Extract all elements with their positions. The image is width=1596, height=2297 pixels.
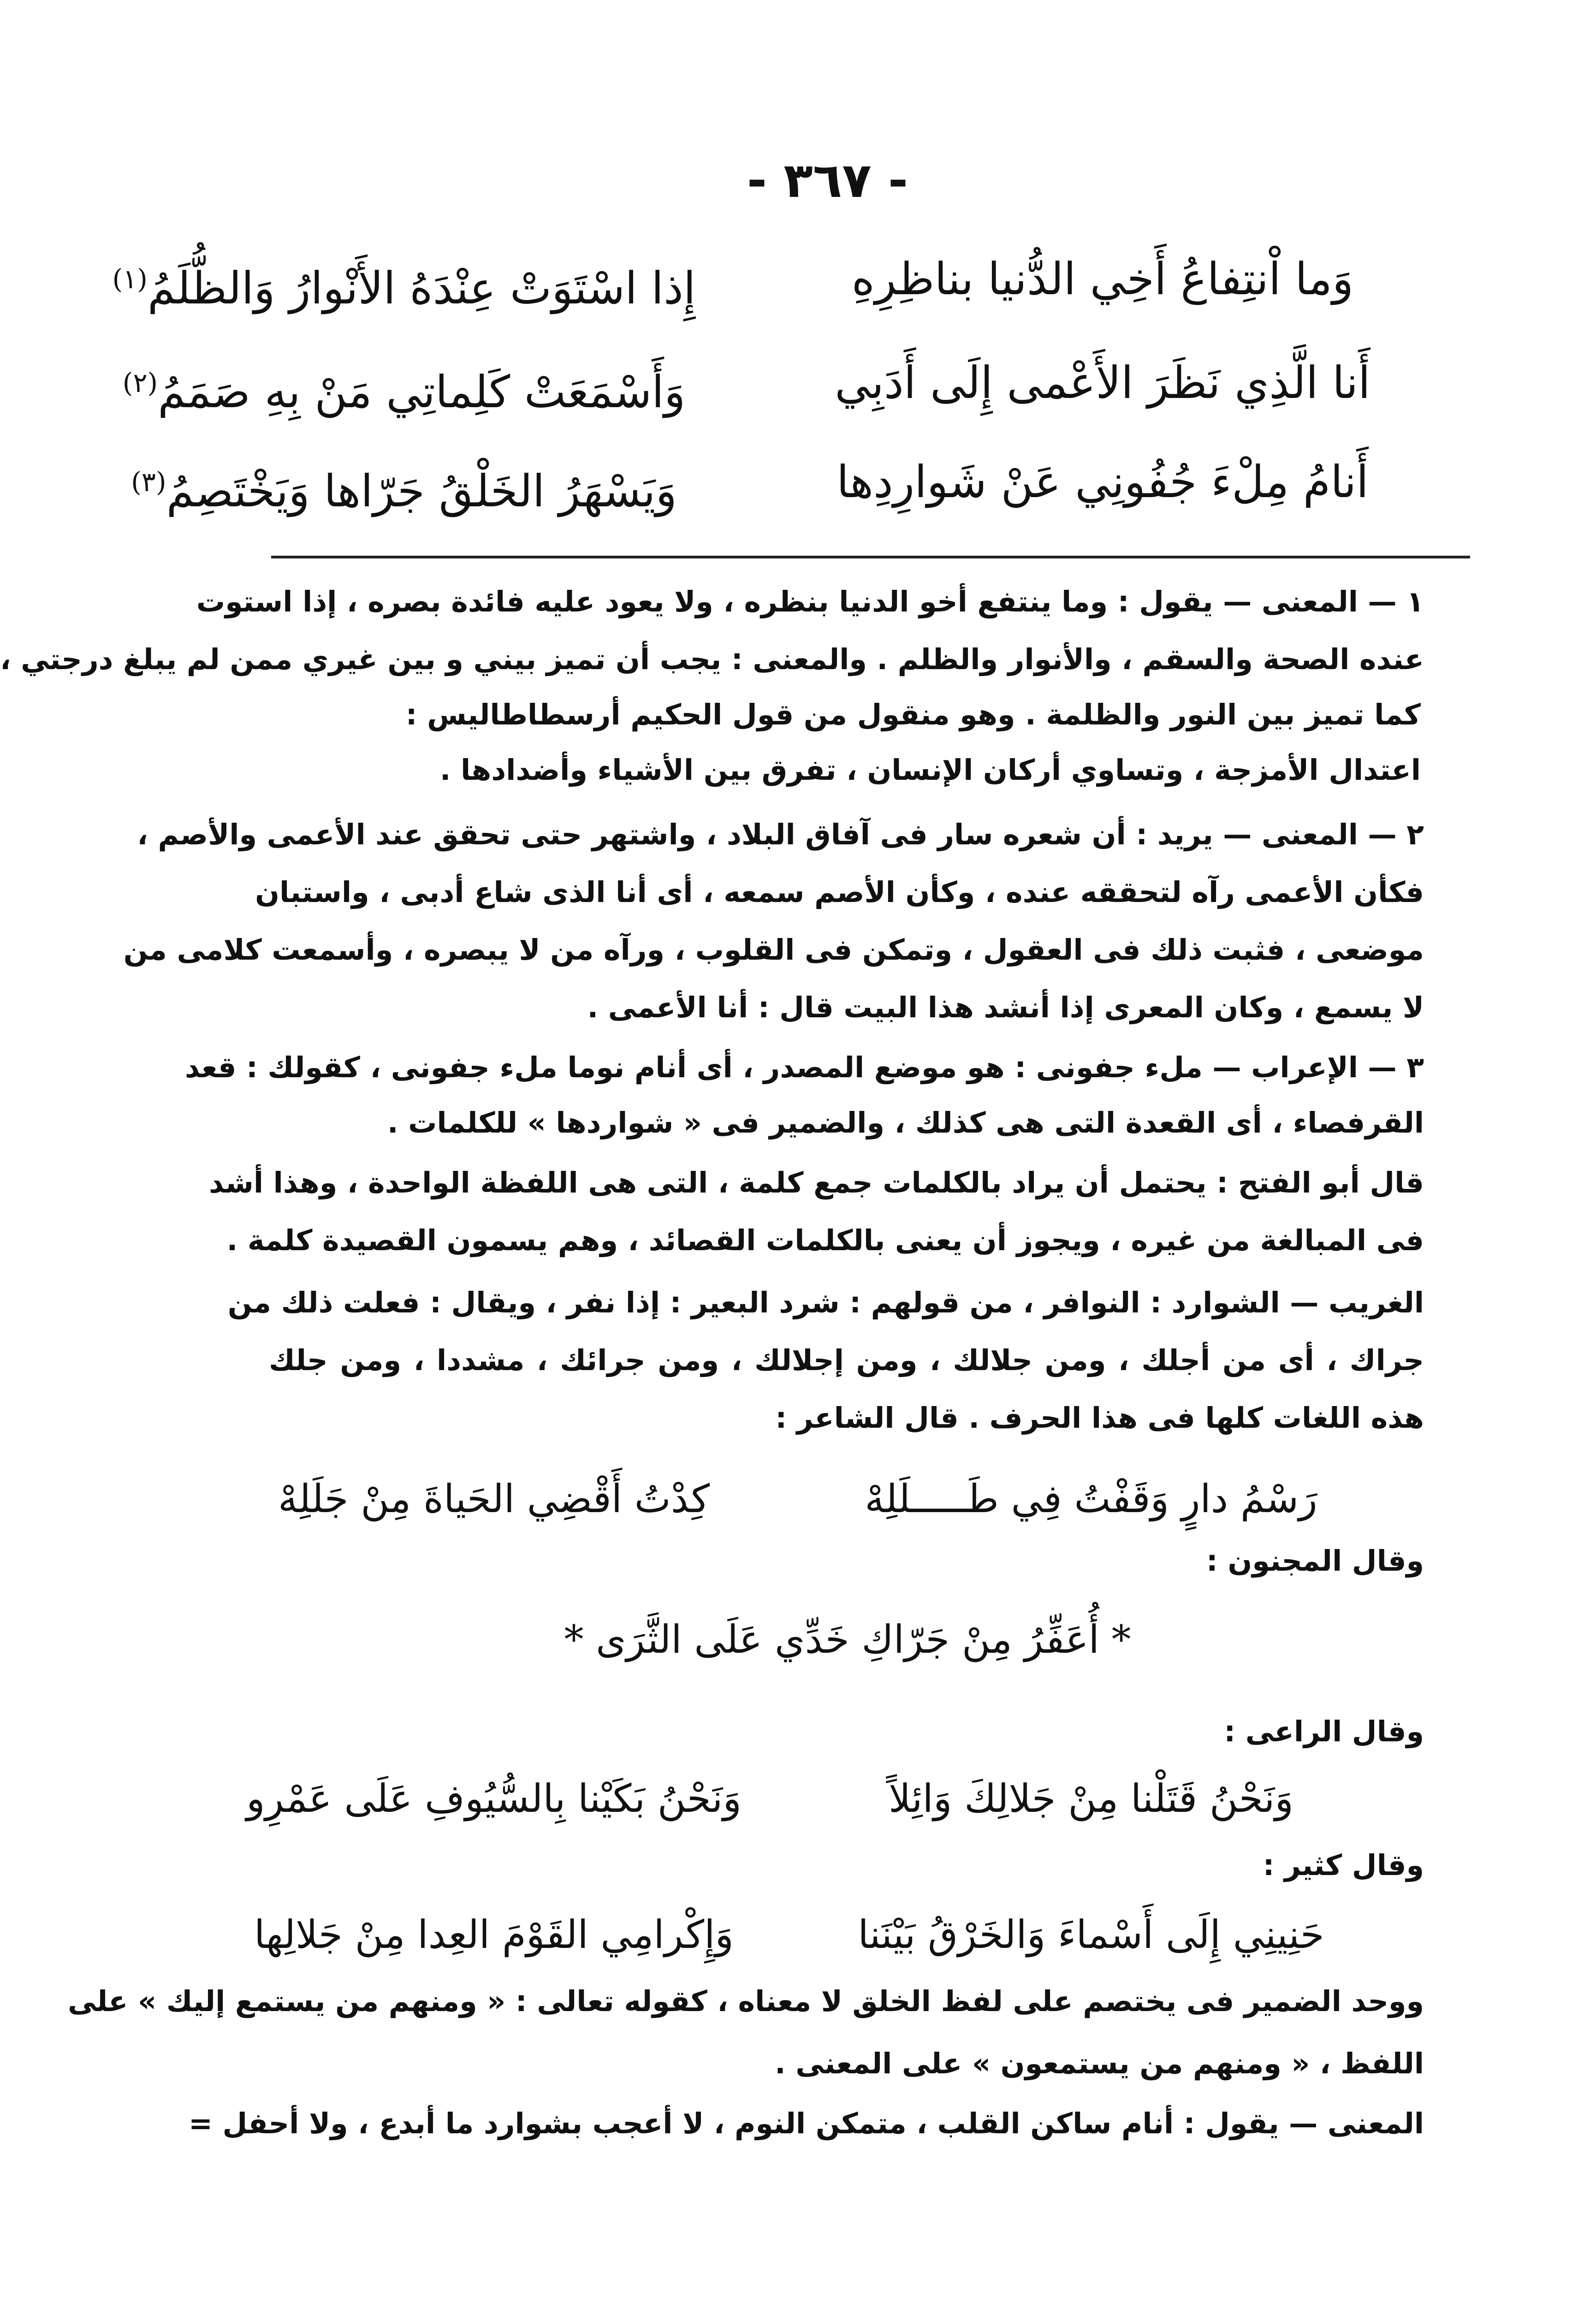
quoted-verse-kuthayyir-second: وَإِكْرامِي القَوْمَ العِدا مِنْ جَلالِها	[254, 1912, 734, 1957]
commentary-line: كما تميز بين النور والظلمة . وهو منقول من قول الحكيم أرسطاطاليس :	[405, 698, 1421, 731]
quoted-verse-poet-first: رَسْمُ دارٍ وَقَفْتُ فِي طَـــــلَلِهْ	[865, 1476, 1317, 1521]
commentary-line: الغريب — الشوارد : النوافر ، من قولهم : شرد البعير : إذا نفر ، ويقال : فعلت ذلك من	[227, 1286, 1424, 1319]
closing-line: المعنى — يقول : أنام ساكن القلب ، متمكن النوم ، لا أعجب بشوارد ما أبدع ، ولا أحفل =	[189, 2107, 1424, 2140]
verse-2-first-hemistich: أَنا الَّذِي نَظَرَ الأَعْمى إِلَى أَدَبِي	[835, 357, 1371, 409]
commentary-line: قال أبو الفتح : يحتمل أن يراد بالكلمات جمع كلمة ، التى هى اللفظة الواحدة ، وهذا أشد	[209, 1166, 1424, 1199]
footnote-marker-2: (٢)	[122, 367, 158, 398]
commentary-line: ٢ — المعنى — يريد : أن شعره سار فى آفاق البلاد ، واشتهر حتى تحقق عند الأعمى والأصم ،	[137, 818, 1424, 851]
commentary-line: جراك ، أى من أجلك ، ومن جلالك ، ومن إجلالك ، ومن جرائك ، مشددا ، ومن جلك	[269, 1343, 1424, 1377]
commentary-line: هذه اللغات كلها فى هذا الحرف . قال الشاعر :	[775, 1401, 1424, 1435]
verse-1-second-text: إِذا اسْتَوَتْ عِنْدَهُ الأَنْوارُ وَالظُّلَمُ	[147, 262, 696, 314]
separator-rule	[271, 556, 1470, 558]
quoted-verse-kuthayyir	[203, 1898, 1356, 1971]
quoted-verse-poet	[203, 1462, 1356, 1536]
quoted-verse-rai-second: وَنَحْنُ بَكَيْنا بِالسُّيُوفِ عَلَى عَمْرِو	[246, 1776, 742, 1821]
verse-3-first-hemistich: أَنامُ مِلْءَ جُفُونِي عَنْ شَوارِدِها	[837, 456, 1369, 508]
verse-3-second-text: وَيَسْهَرُ الخَلْقُ جَرّاها وَيَخْتَصِمُ	[166, 465, 677, 517]
verse-2-second-text: وَأَسْمَعَتْ كَلِماتِي مَنْ بِهِ صَمَمُ	[158, 366, 686, 418]
footnote-marker-1: (١)	[112, 263, 148, 295]
commentary-line: فى المبالغة من غيره ، ويجوز أن يعنى بالكلمات القصائد ، وهم يسمون القصيدة كلمة .	[226, 1223, 1424, 1257]
page-number: - ٣٦٧ -	[747, 152, 908, 208]
verse-1-second-hemistich	[47, 240, 761, 318]
majnun-intro: وقال المجنون :	[1206, 1544, 1424, 1578]
verse-2	[47, 344, 1375, 422]
rai-intro: وقال الراعى :	[1224, 1715, 1424, 1748]
verse-1	[47, 240, 1375, 318]
quoted-verse-kuthayyir-first: حَنِينِي إِلَى أَسْماءَ وَالخَرْقُ بَيْنَنا	[858, 1912, 1324, 1957]
closing-line: اللفظ ، « ومنهم من يستمعون » على المعنى .	[775, 2047, 1424, 2080]
verse-2-second-hemistich	[47, 344, 761, 422]
kuthayyir-intro: وقال كثير :	[1263, 1848, 1424, 1882]
quoted-verse-rai-first: وَنَحْنُ قَتَلْنا مِنْ جَلالِكَ وَائِلاً	[889, 1776, 1293, 1821]
commentary-line: اعتدال الأمزجة ، وتساوي أركان الإنسان ، تفرق بين الأشياء وأضدادها .	[439, 753, 1421, 787]
commentary-line: ٣ — الإعراب — ملء جفونى : هو موضع المصدر ، أى أنام نوما ملء جفونى ، كقولك : قعد	[185, 1051, 1424, 1084]
commentary-line: القرفصاء ، أى القعدة التى هى كذلك ، والضمير فى « شواردها » للكلمات .	[387, 1106, 1424, 1140]
quoted-verse-rai	[203, 1762, 1356, 1835]
closing-line: ووحد الضمير فى يختصم على لفظ الخلق لا معناه ، كقوله تعالى : « ومنهم من يستمع إليك » على	[68, 1984, 1424, 2018]
quoted-verse-poet-second: كِدْتُ أَقْضِي الحَياةَ مِنْ جَلَلِهْ	[278, 1476, 710, 1521]
verse-3	[47, 443, 1375, 521]
quoted-verse-majnun: * أُعَفِّرُ مِنْ جَرّاكِ خَدِّي عَلَى الثَّرَى *	[564, 1617, 1131, 1662]
commentary-line: موضعى ، فثبت ذلك فى العقول ، وتمكن فى القلوب ، ورآه من لا يبصره ، وأسمعت كلامى من	[123, 933, 1424, 967]
commentary-line: ١ — المعنى — يقول : وما ينتفع أخو الدنيا بنظره ، ولا يعود عليه فائدة بصره ، إذا استوت	[196, 585, 1424, 618]
verse-3-second-hemistich	[47, 443, 761, 521]
verse-1-first-hemistich: وَما اْنتِفاعُ أَخِي الدُّنيا بناظِرِهِ	[851, 253, 1354, 305]
commentary-line: عنده الصحة والسقم ، والأنوار والظلم . والمعنى : يجب أن تميز بيني و بين غيري ممن لم يبلغ درجتي ،	[0, 642, 1424, 676]
commentary-line: لا يسمع ، وكان المعرى إذا أنشد هذا البيت قال : أنا الأعمى .	[587, 991, 1424, 1024]
footnote-marker-3: (٣)	[131, 466, 166, 498]
commentary-line: فكأن الأعمى رآه لتحققه عنده ، وكأن الأصم سمعه ، أى أنا الذى شاع أدبى ، واستبان	[255, 875, 1424, 909]
